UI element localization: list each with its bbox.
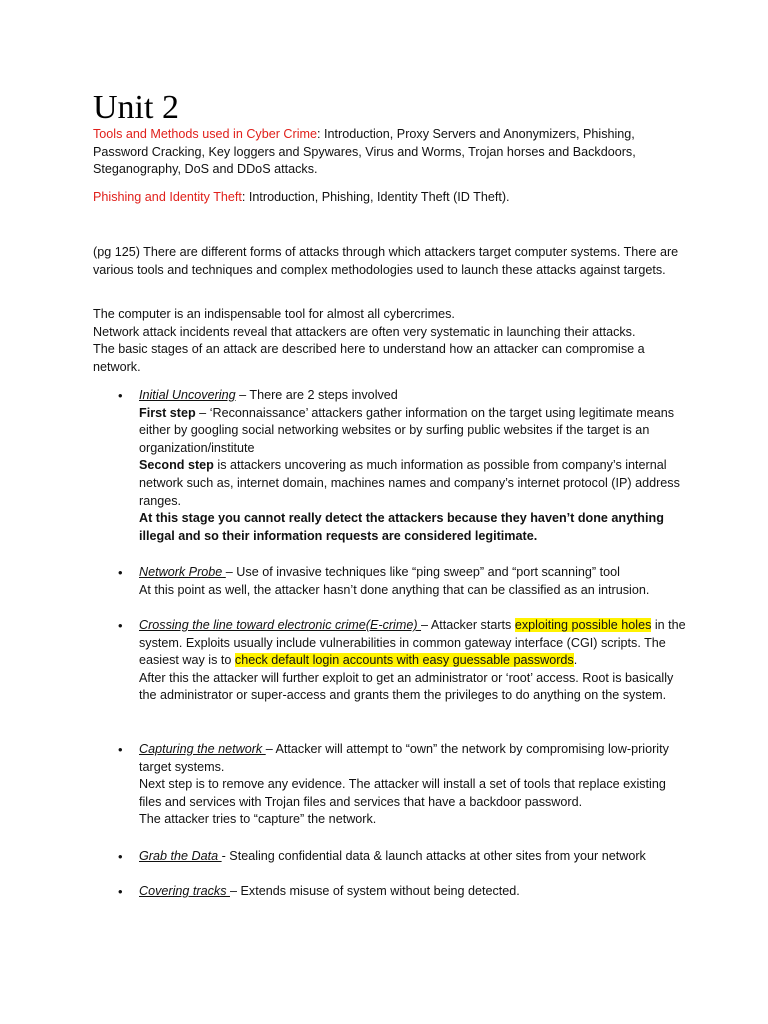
bullet-icon: • [118,884,123,899]
step-label: First step [139,405,196,420]
stage-text: – Attacker starts [421,618,515,632]
context-line: The basic stages of an attack are described here to understand how an attacker can compromise a network. [93,342,645,374]
topic-text: : Introduction, Proxy Servers and Anonymizers, Phishing, Password Cracking, Key loggers and Spywares, Virus and Worms, Trojan horses and Backdoors, Steganography, DoS and DDoS attacks. [93,127,636,177]
stage-name: Covering tracks [139,884,230,898]
stage-name: Capturing the network [139,742,266,756]
context-paragraph [93,306,683,376]
stage-text: - Stealing confidential data & launch attacks at other sites from your network [221,849,646,863]
stage-name: Initial Uncovering [139,388,236,402]
stage-text: Next step is to remove any evidence. The attacker will install a set of tools that replace existing files and services with Trojan files and services that have a backdoor password. [139,777,666,809]
stage-text: – Use of invasive techniques like “ping sweep” and “port scanning” tool [225,565,620,579]
bullet-icon: • [118,849,123,864]
bullet-icon: • [118,742,123,757]
topic-tools-methods [93,126,683,179]
list-item-grab-data [118,848,687,866]
bullet-icon: • [118,388,123,403]
stage-text: in the system. Exploits usually include vulnerabilities in common gateway interface (CGI) scripts. The easiest way is to [139,618,686,668]
context-line: The computer is an indispensable tool for almost all cybercrimes. [93,307,455,321]
topic-text: : Introduction, Phishing, Identity Theft (ID Theft). [241,190,510,204]
intro-paragraph [93,244,683,279]
context-line: Network attack incidents reveal that attackers are often very systematic in launching their attacks. [93,324,636,339]
bullet-icon: • [118,565,123,580]
list-item-crossing-the-line [118,617,687,705]
stage-text: – Extends misuse of system without being detected. [230,884,520,898]
step-text: – ‘Reconnaissance’ attackers gather information on the target using legitimate means either by googling social networking websites or by surfing public websites if the target is an organization/institute [139,405,675,455]
stage-text: The attacker tries to “capture” the network. [139,812,377,827]
stage-text: After this the attacker will further exploit to get an administrator or ‘root’ access. Root is basically the administrator or super-access and grants them the privileges to do anything on the system. [139,670,674,703]
stage-text: – There are 2 steps involved [235,388,398,402]
step-text: is attackers uncovering as much information as possible from company’s internal network such as, internet domain, machines names and company’s internet protocol (IP) address ranges. [139,458,680,508]
stage-note: At this stage you cannot really detect the attackers because they haven’t done anything illegal and so their information requests are considered legitimate. [139,511,664,543]
topic-heading: Tools and Methods used in Cyber Crime [93,127,317,141]
topic-heading: Phishing and Identity Theft [93,190,242,204]
list-item-capturing-network [118,741,687,829]
stage-name: Grab the Data [139,849,222,863]
highlighted-text: check default login accounts with easy guessable passwords [234,653,574,668]
stage-name: Network Probe [139,565,226,579]
list-item-network-probe [118,564,687,599]
highlighted-text: exploiting possible holes [514,618,652,632]
intro-text: (pg 125) There are different forms of attacks through which attackers target computer systems. There are various tools and techniques and complex methodologies used to launch these attacks against targets. [93,245,679,277]
topic-phishing [93,189,683,207]
bullet-icon: • [118,618,123,633]
list-item-covering-tracks [118,883,687,901]
stage-text: – Attacker will attempt to “own” the network by compromising low-priority target systems. [139,742,669,774]
list-item-initial-uncovering [118,387,687,545]
page-title: Unit 2 [93,89,179,126]
stage-text: At this point as well, the attacker hasn’t done anything that can be classified as an intrusion. [139,582,650,597]
stage-name: Crossing the line toward electronic crime(E-crime) [139,618,422,632]
stage-text: . [573,653,578,668]
step-label: Second step [139,458,214,473]
